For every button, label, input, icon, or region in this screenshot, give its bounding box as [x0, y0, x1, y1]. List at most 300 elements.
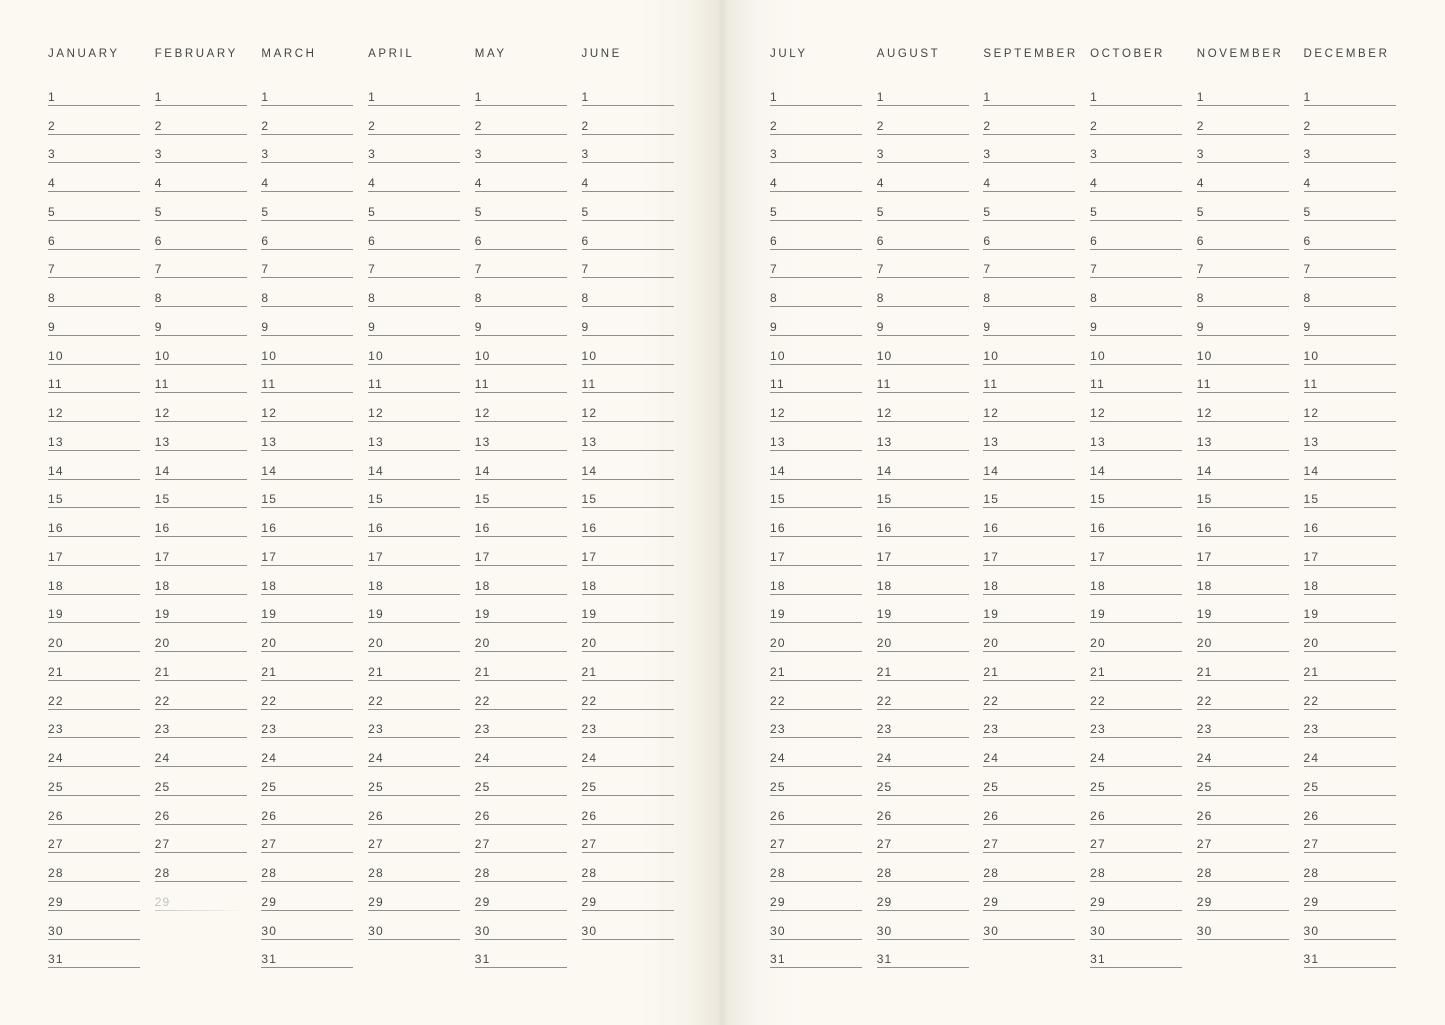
day-line[interactable]: [1197, 566, 1289, 595]
day-line[interactable]: [1304, 796, 1396, 825]
day-line[interactable]: [261, 192, 353, 221]
day-line[interactable]: [155, 307, 247, 336]
day-line[interactable]: [1197, 767, 1289, 796]
day-line[interactable]: [770, 595, 862, 624]
day-line[interactable]: [1304, 652, 1396, 681]
day-line[interactable]: [770, 422, 862, 451]
day-line[interactable]: [475, 623, 567, 652]
day-line[interactable]: [1197, 422, 1289, 451]
day-line[interactable]: [155, 681, 247, 710]
day-line[interactable]: [770, 192, 862, 221]
day-line[interactable]: [983, 393, 1075, 422]
day-line[interactable]: [1197, 681, 1289, 710]
day-line[interactable]: [261, 738, 353, 767]
day-line[interactable]: [983, 853, 1075, 882]
day-line[interactable]: [475, 221, 567, 250]
day-line[interactable]: [1304, 710, 1396, 739]
day-line[interactable]: [368, 738, 460, 767]
day-line[interactable]: [1197, 853, 1289, 882]
day-line[interactable]: [475, 278, 567, 307]
day-line[interactable]: [983, 652, 1075, 681]
day-line[interactable]: [368, 825, 460, 854]
day-line[interactable]: [770, 940, 862, 969]
day-line[interactable]: [261, 796, 353, 825]
day-line[interactable]: [48, 336, 140, 365]
day-line[interactable]: [261, 278, 353, 307]
day-line[interactable]: [770, 336, 862, 365]
day-line[interactable]: [368, 106, 460, 135]
day-line[interactable]: [582, 508, 674, 537]
day-line[interactable]: [1090, 336, 1182, 365]
day-line[interactable]: [1197, 480, 1289, 509]
day-line[interactable]: [1197, 595, 1289, 624]
day-line[interactable]: [582, 221, 674, 250]
day-line[interactable]: [582, 336, 674, 365]
day-line[interactable]: [770, 738, 862, 767]
day-line[interactable]: [877, 365, 969, 394]
day-line[interactable]: [261, 853, 353, 882]
day-line[interactable]: [1197, 508, 1289, 537]
day-line[interactable]: [261, 911, 353, 940]
day-line[interactable]: [983, 882, 1075, 911]
day-line[interactable]: [877, 508, 969, 537]
day-line[interactable]: [582, 393, 674, 422]
day-line[interactable]: [368, 278, 460, 307]
day-line[interactable]: [877, 393, 969, 422]
day-line[interactable]: [983, 911, 1075, 940]
day-line[interactable]: [155, 767, 247, 796]
day-line[interactable]: [983, 365, 1075, 394]
day-line[interactable]: [48, 508, 140, 537]
day-line[interactable]: [1197, 623, 1289, 652]
day-line[interactable]: [983, 480, 1075, 509]
day-line[interactable]: [1304, 307, 1396, 336]
day-line[interactable]: [877, 480, 969, 509]
day-line[interactable]: [155, 595, 247, 624]
day-line[interactable]: [877, 767, 969, 796]
day-line[interactable]: [770, 796, 862, 825]
day-line[interactable]: [155, 480, 247, 509]
day-line[interactable]: [1090, 106, 1182, 135]
day-line[interactable]: [983, 451, 1075, 480]
day-line[interactable]: [368, 393, 460, 422]
day-line[interactable]: [261, 537, 353, 566]
day-line[interactable]: [261, 135, 353, 164]
day-line[interactable]: [155, 623, 247, 652]
day-line[interactable]: [983, 796, 1075, 825]
day-line[interactable]: [582, 767, 674, 796]
day-line[interactable]: [582, 537, 674, 566]
day-line[interactable]: [368, 365, 460, 394]
day-line[interactable]: [770, 911, 862, 940]
day-line[interactable]: [1304, 853, 1396, 882]
day-line[interactable]: [261, 940, 353, 969]
day-line[interactable]: [582, 307, 674, 336]
day-line[interactable]: [770, 250, 862, 279]
day-line[interactable]: [1304, 106, 1396, 135]
day-line[interactable]: [877, 595, 969, 624]
day-line[interactable]: [475, 393, 567, 422]
day-line[interactable]: [582, 710, 674, 739]
day-line[interactable]: [1304, 77, 1396, 106]
day-line[interactable]: [48, 451, 140, 480]
day-line[interactable]: [1090, 652, 1182, 681]
day-line[interactable]: [582, 480, 674, 509]
day-line[interactable]: [1304, 738, 1396, 767]
day-line[interactable]: [155, 336, 247, 365]
day-line[interactable]: [1090, 221, 1182, 250]
day-line[interactable]: [475, 250, 567, 279]
day-line[interactable]: [261, 451, 353, 480]
day-line[interactable]: [1304, 537, 1396, 566]
day-line[interactable]: [48, 940, 140, 969]
day-line[interactable]: [877, 652, 969, 681]
day-line[interactable]: [1197, 135, 1289, 164]
day-line[interactable]: [877, 163, 969, 192]
day-line[interactable]: [155, 365, 247, 394]
day-line[interactable]: [48, 566, 140, 595]
day-line[interactable]: [1304, 451, 1396, 480]
day-line[interactable]: [877, 135, 969, 164]
day-line[interactable]: [1090, 307, 1182, 336]
day-line[interactable]: [1090, 595, 1182, 624]
day-line[interactable]: [582, 595, 674, 624]
day-line[interactable]: [261, 221, 353, 250]
day-line[interactable]: [368, 595, 460, 624]
day-line[interactable]: [1090, 537, 1182, 566]
day-line[interactable]: [1090, 681, 1182, 710]
day-line[interactable]: [1197, 307, 1289, 336]
day-line[interactable]: [48, 135, 140, 164]
day-line[interactable]: [475, 537, 567, 566]
day-line[interactable]: [1304, 825, 1396, 854]
day-line[interactable]: [261, 825, 353, 854]
day-line[interactable]: [877, 336, 969, 365]
day-line[interactable]: [983, 537, 1075, 566]
day-line[interactable]: [261, 710, 353, 739]
day-line[interactable]: [48, 710, 140, 739]
day-line[interactable]: [983, 422, 1075, 451]
day-line[interactable]: [48, 595, 140, 624]
day-line[interactable]: [582, 853, 674, 882]
day-line[interactable]: [770, 451, 862, 480]
day-line[interactable]: [368, 307, 460, 336]
day-line[interactable]: [1197, 825, 1289, 854]
day-line[interactable]: [155, 422, 247, 451]
day-line[interactable]: [475, 451, 567, 480]
day-line[interactable]: [1090, 738, 1182, 767]
day-line[interactable]: [475, 767, 567, 796]
day-line[interactable]: [983, 566, 1075, 595]
day-line[interactable]: [770, 278, 862, 307]
day-line[interactable]: [582, 681, 674, 710]
day-line[interactable]: [155, 652, 247, 681]
day-line[interactable]: [877, 106, 969, 135]
day-line[interactable]: [1197, 365, 1289, 394]
day-line[interactable]: [1090, 853, 1182, 882]
day-line[interactable]: [368, 422, 460, 451]
day-line[interactable]: [475, 307, 567, 336]
day-line[interactable]: [475, 796, 567, 825]
day-line[interactable]: [475, 163, 567, 192]
day-line[interactable]: [1090, 393, 1182, 422]
day-line[interactable]: [48, 681, 140, 710]
day-line[interactable]: [48, 825, 140, 854]
day-line[interactable]: [877, 451, 969, 480]
day-line[interactable]: [1304, 940, 1396, 969]
day-line[interactable]: [877, 250, 969, 279]
day-line[interactable]: [1304, 480, 1396, 509]
day-line[interactable]: [261, 767, 353, 796]
day-line[interactable]: [770, 365, 862, 394]
day-line[interactable]: [1197, 192, 1289, 221]
day-line[interactable]: [1090, 278, 1182, 307]
day-line[interactable]: [1197, 738, 1289, 767]
day-line[interactable]: [983, 336, 1075, 365]
day-line[interactable]: [770, 77, 862, 106]
day-line[interactable]: [475, 365, 567, 394]
day-line[interactable]: [983, 77, 1075, 106]
day-line[interactable]: [155, 250, 247, 279]
day-line[interactable]: [368, 250, 460, 279]
day-line[interactable]: [261, 336, 353, 365]
day-line[interactable]: [983, 710, 1075, 739]
day-line[interactable]: [582, 911, 674, 940]
day-line[interactable]: [368, 767, 460, 796]
day-line[interactable]: [877, 796, 969, 825]
day-line[interactable]: [770, 853, 862, 882]
day-line[interactable]: [155, 77, 247, 106]
day-line[interactable]: [48, 767, 140, 796]
day-line[interactable]: [1090, 508, 1182, 537]
day-line[interactable]: [48, 221, 140, 250]
day-line[interactable]: [770, 710, 862, 739]
day-line[interactable]: [1304, 767, 1396, 796]
day-line[interactable]: [1197, 221, 1289, 250]
day-line[interactable]: [983, 278, 1075, 307]
day-line[interactable]: [1197, 77, 1289, 106]
day-line[interactable]: [983, 825, 1075, 854]
day-line[interactable]: [475, 422, 567, 451]
day-line[interactable]: [368, 221, 460, 250]
day-line[interactable]: [368, 77, 460, 106]
day-line[interactable]: [155, 566, 247, 595]
day-line[interactable]: [983, 163, 1075, 192]
day-line[interactable]: [1304, 681, 1396, 710]
day-line[interactable]: [368, 451, 460, 480]
day-line[interactable]: [770, 393, 862, 422]
day-line[interactable]: [1090, 422, 1182, 451]
day-line[interactable]: [1197, 336, 1289, 365]
day-line[interactable]: [983, 738, 1075, 767]
day-line[interactable]: [983, 767, 1075, 796]
day-line[interactable]: [582, 365, 674, 394]
day-line[interactable]: [48, 537, 140, 566]
day-line[interactable]: [1090, 250, 1182, 279]
day-line[interactable]: [983, 508, 1075, 537]
day-line[interactable]: [48, 393, 140, 422]
day-line[interactable]: [1090, 77, 1182, 106]
day-line[interactable]: [582, 135, 674, 164]
day-line[interactable]: [1090, 365, 1182, 394]
day-line[interactable]: [770, 882, 862, 911]
day-line[interactable]: [1090, 796, 1182, 825]
day-line[interactable]: [368, 135, 460, 164]
day-line[interactable]: [582, 278, 674, 307]
day-line[interactable]: [261, 422, 353, 451]
day-line[interactable]: [1304, 336, 1396, 365]
day-line[interactable]: [368, 681, 460, 710]
day-line[interactable]: [155, 106, 247, 135]
day-line[interactable]: [475, 911, 567, 940]
day-line[interactable]: [1197, 882, 1289, 911]
day-line[interactable]: [582, 422, 674, 451]
day-line[interactable]: [368, 192, 460, 221]
day-line[interactable]: [1304, 393, 1396, 422]
day-line[interactable]: [261, 882, 353, 911]
day-line[interactable]: [48, 652, 140, 681]
day-line[interactable]: [1197, 451, 1289, 480]
day-line[interactable]: [368, 566, 460, 595]
day-line[interactable]: [1090, 192, 1182, 221]
day-line[interactable]: [582, 652, 674, 681]
day-line[interactable]: [48, 796, 140, 825]
day-line[interactable]: [770, 135, 862, 164]
day-line[interactable]: [368, 853, 460, 882]
day-line[interactable]: [48, 106, 140, 135]
day-line[interactable]: [261, 250, 353, 279]
day-line[interactable]: [983, 307, 1075, 336]
day-line[interactable]: [770, 681, 862, 710]
day-line[interactable]: [1304, 422, 1396, 451]
day-line[interactable]: [582, 250, 674, 279]
day-line[interactable]: [770, 106, 862, 135]
day-line[interactable]: [155, 882, 247, 911]
day-line[interactable]: [1304, 911, 1396, 940]
day-line[interactable]: [983, 595, 1075, 624]
day-line[interactable]: [1304, 163, 1396, 192]
day-line[interactable]: [368, 710, 460, 739]
day-line[interactable]: [475, 566, 567, 595]
day-line[interactable]: [1304, 192, 1396, 221]
day-line[interactable]: [261, 163, 353, 192]
day-line[interactable]: [1304, 250, 1396, 279]
day-line[interactable]: [155, 163, 247, 192]
day-line[interactable]: [155, 451, 247, 480]
day-line[interactable]: [877, 825, 969, 854]
day-line[interactable]: [261, 307, 353, 336]
day-line[interactable]: [877, 221, 969, 250]
day-line[interactable]: [368, 508, 460, 537]
day-line[interactable]: [582, 825, 674, 854]
day-line[interactable]: [877, 566, 969, 595]
day-line[interactable]: [877, 710, 969, 739]
day-line[interactable]: [261, 508, 353, 537]
day-line[interactable]: [48, 422, 140, 451]
day-line[interactable]: [1090, 480, 1182, 509]
day-line[interactable]: [475, 710, 567, 739]
day-line[interactable]: [582, 623, 674, 652]
day-line[interactable]: [1090, 882, 1182, 911]
day-line[interactable]: [1090, 911, 1182, 940]
day-line[interactable]: [770, 566, 862, 595]
day-line[interactable]: [1090, 163, 1182, 192]
day-line[interactable]: [1304, 882, 1396, 911]
day-line[interactable]: [475, 882, 567, 911]
day-line[interactable]: [770, 652, 862, 681]
day-line[interactable]: [983, 250, 1075, 279]
day-line[interactable]: [48, 307, 140, 336]
day-line[interactable]: [877, 422, 969, 451]
day-line[interactable]: [983, 106, 1075, 135]
day-line[interactable]: [261, 77, 353, 106]
day-line[interactable]: [1197, 250, 1289, 279]
day-line[interactable]: [1090, 825, 1182, 854]
day-line[interactable]: [877, 853, 969, 882]
day-line[interactable]: [155, 508, 247, 537]
day-line[interactable]: [877, 738, 969, 767]
day-line[interactable]: [475, 106, 567, 135]
day-line[interactable]: [1197, 911, 1289, 940]
day-line[interactable]: [48, 365, 140, 394]
day-line[interactable]: [475, 336, 567, 365]
day-line[interactable]: [1304, 135, 1396, 164]
day-line[interactable]: [983, 681, 1075, 710]
day-line[interactable]: [475, 825, 567, 854]
day-line[interactable]: [770, 825, 862, 854]
day-line[interactable]: [155, 278, 247, 307]
day-line[interactable]: [1197, 710, 1289, 739]
day-line[interactable]: [1090, 710, 1182, 739]
day-line[interactable]: [1090, 940, 1182, 969]
day-line[interactable]: [475, 738, 567, 767]
day-line[interactable]: [877, 307, 969, 336]
day-line[interactable]: [155, 192, 247, 221]
day-line[interactable]: [155, 221, 247, 250]
day-line[interactable]: [1197, 537, 1289, 566]
day-line[interactable]: [582, 451, 674, 480]
day-line[interactable]: [155, 853, 247, 882]
day-line[interactable]: [155, 537, 247, 566]
day-line[interactable]: [877, 537, 969, 566]
day-line[interactable]: [1197, 163, 1289, 192]
day-line[interactable]: [155, 738, 247, 767]
day-line[interactable]: [582, 106, 674, 135]
day-line[interactable]: [1090, 451, 1182, 480]
day-line[interactable]: [261, 566, 353, 595]
day-line[interactable]: [1304, 623, 1396, 652]
day-line[interactable]: [368, 796, 460, 825]
day-line[interactable]: [475, 192, 567, 221]
day-line[interactable]: [770, 221, 862, 250]
day-line[interactable]: [475, 595, 567, 624]
day-line[interactable]: [261, 106, 353, 135]
day-line[interactable]: [368, 652, 460, 681]
day-line[interactable]: [475, 940, 567, 969]
day-line[interactable]: [582, 882, 674, 911]
day-line[interactable]: [1197, 278, 1289, 307]
day-line[interactable]: [1304, 278, 1396, 307]
day-line[interactable]: [48, 738, 140, 767]
day-line[interactable]: [1304, 595, 1396, 624]
day-line[interactable]: [261, 681, 353, 710]
day-line[interactable]: [48, 77, 140, 106]
day-line[interactable]: [877, 882, 969, 911]
day-line[interactable]: [877, 681, 969, 710]
day-line[interactable]: [261, 480, 353, 509]
day-line[interactable]: [1304, 365, 1396, 394]
day-line[interactable]: [155, 710, 247, 739]
